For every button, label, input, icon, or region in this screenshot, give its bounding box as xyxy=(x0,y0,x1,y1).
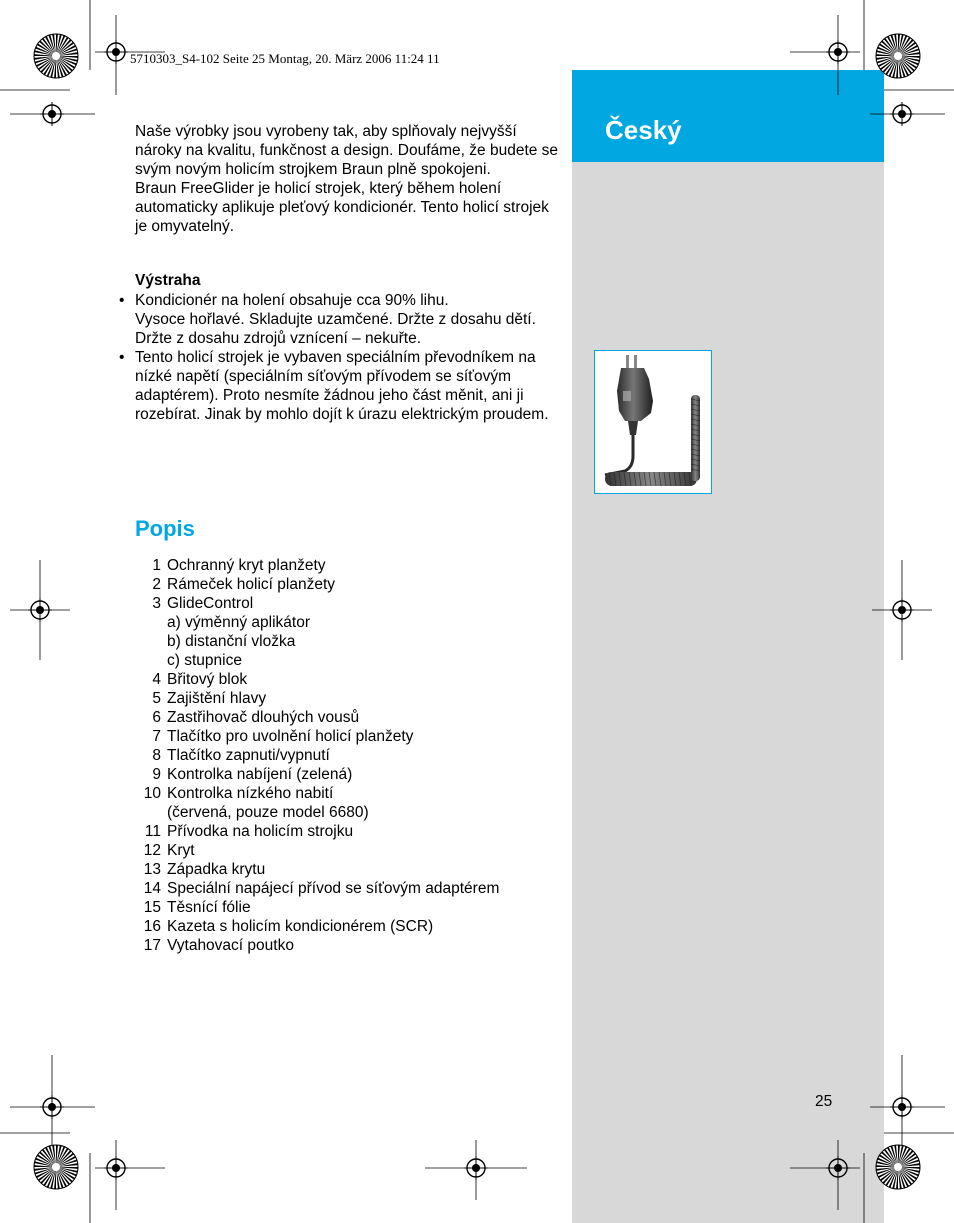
part-number: 17 xyxy=(143,937,161,954)
part-number: 13 xyxy=(143,861,161,878)
part-number: 5 xyxy=(152,690,161,707)
warning-item: • Tento holicí strojek je vybaven speciálním převodníkem na nízké napětí (speciálním síťovým přívodem se síťovým adaptérem). Proto nesmíte žádnou jeho část měnit, ani ji rozebírat. Jinak by mohlo dojít k úrazu elektrickým proudem. xyxy=(135,348,565,424)
part-number: 4 xyxy=(152,671,161,688)
part-label: Břitový blok xyxy=(167,671,248,688)
part-label: Přívodka na holicím strojku xyxy=(167,823,354,840)
part-number: 10 xyxy=(143,785,161,802)
section-title-description: Popis xyxy=(135,516,195,541)
part-label: GlideControl a) výměnný aplikátor b) distanční vložka c) stupnice xyxy=(167,595,311,669)
intro-paragraph: Naše výrobky jsou vyrobeny tak, aby splňovaly nejvyšší nároky na kvalitu, funkčnost a design. Doufáme, že budete se svým novým holicím strojkem Braun plně spokojeni. xyxy=(135,123,559,178)
part-label: Tlačítko zapnuti/vypnutí xyxy=(167,747,330,764)
part-label: Západka krytu xyxy=(167,861,266,878)
registration-target-icon xyxy=(34,1145,78,1189)
part-number: 6 xyxy=(152,709,161,726)
part-label: Těsnící fólie xyxy=(167,899,251,916)
part-number: 8 xyxy=(152,747,161,764)
registration-target-icon xyxy=(876,34,920,78)
part-number: 1 xyxy=(152,557,161,574)
part-number: 9 xyxy=(152,766,161,783)
intro-paragraph: Braun FreeGlider je holicí strojek, který během holení automaticky aplikuje pleťový kondicionér. Tento holicí strojek je omyvatelný. xyxy=(135,180,549,235)
part-number: 2 xyxy=(152,576,161,593)
registration-target-icon xyxy=(876,1145,920,1189)
part-number: 7 xyxy=(152,728,161,745)
part-number: 3 xyxy=(152,595,161,612)
language-title: Český xyxy=(605,115,682,145)
part-label: Tlačítko pro uvolnění holicí planžety xyxy=(167,728,414,745)
part-label: Kontrolka nabíjení (zelená) xyxy=(167,766,353,783)
part-label: Vytahovací poutko xyxy=(167,937,294,954)
part-number: 15 xyxy=(143,899,161,916)
registration-target-icon xyxy=(34,34,78,78)
part-label: Zajištění hlavy xyxy=(167,690,267,707)
part-label: Zastřihovač dlouhých vousů xyxy=(167,709,360,726)
part-label: Kryt xyxy=(167,842,195,859)
print-header: 5710303_S4-102 Seite 25 Montag, 20. März 2006 11:24 11 xyxy=(130,51,440,66)
part-number: 11 xyxy=(144,823,161,840)
part-label: Kontrolka nízkého nabití (červená, pouze model 6680) xyxy=(167,785,369,821)
part-label: Rámeček holicí planžety xyxy=(167,576,335,593)
part-number: 16 xyxy=(143,918,161,935)
warning-item: • Kondicionér na holení obsahuje cca 90% lihu. Vysoce hořlavé. Skladujte uzamčené. Držte z dosahu dětí. Držte z dosahu zdrojů vznícení – nekuřte. xyxy=(135,291,565,348)
part-label: Ochranný kryt planžety xyxy=(167,557,326,574)
warning-title: Výstraha xyxy=(135,272,201,289)
part-label: Kazeta s holicím kondicionérem (SCR) xyxy=(167,918,434,935)
part-number: 12 xyxy=(143,842,161,859)
part-label: Speciální napájecí přívod se síťovým adaptérem xyxy=(167,880,500,897)
part-number: 14 xyxy=(143,880,161,897)
page-number: 25 xyxy=(815,1093,833,1110)
